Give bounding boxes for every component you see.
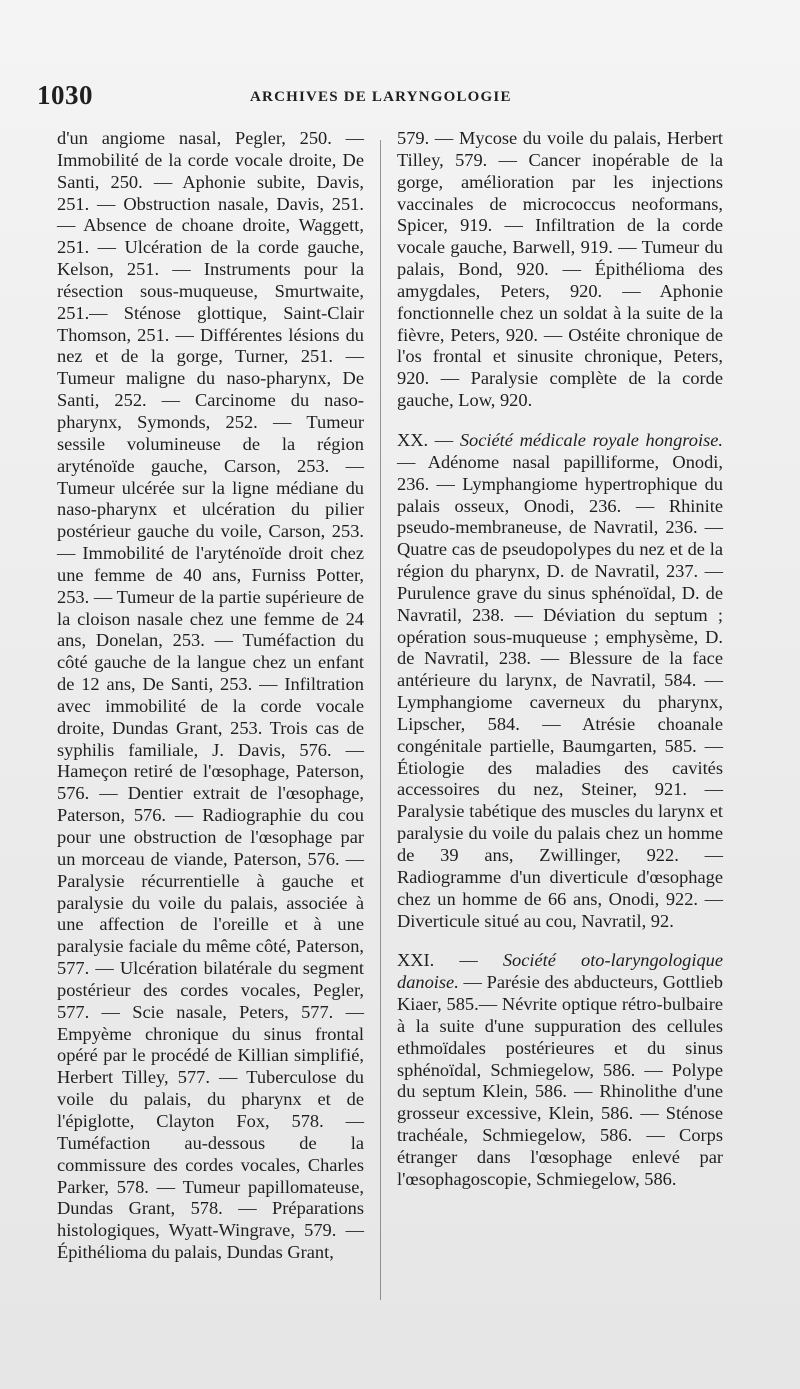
continuation-text: 579. — Mycose du voile du palais, Herbert Tilley, 579. — Cancer inopérable de la gorge, amélioration par les injections vaccinales de micrococcus neoformans, Spicer, 919. — Infiltration de la corde vocale gauche, Barwell, 919. — Tumeur du palais, Bond, 920. — Épithélioma des amygdales, Peters, 920. — Aphonie fonctionnelle chez un soldat à la suite de la fièvre, Peters, 920. — Ostéite chronique de l'os frontal et sinusite chronique, Peters, 920. — Paralysie complète de la corde gauche, Low, 920. [397,128,723,411]
section-xxi [397,950,723,1190]
section-xx-society: Société médicale royale hongroise. [459,429,723,450]
section-xx [397,430,723,932]
left-column [57,128,364,1264]
left-column-text: d'un angiome nasal, Pegler, 250. — Immobilité de la corde vocale droite, De Santi, 250. — Aphonie subite, Davis, 251. — Obstruction nasale, Davis, 251. — Absence de choane droite, Waggett, 251. — Ulcération de la corde gauche, Kelson, 251. — Instruments pour la résection sous-muqueuse, Smurtwaite, 251.— Sténose glottique, Saint-Clair Thomson, 251. — Différentes lésions du nez et de la gorge, Turner, 251. — Tumeur maligne du naso-pharynx, De Santi, 252. — Carcinome du naso-pharynx, Symonds, 252. — Tumeur sessile volumineuse de la région aryténoïde gauche, Carson, 253. — Tumeur ulcérée sur la ligne médiane du naso-pharynx et ulcération du pilier postérieur gauche du voile, Carson, 253. — Immobilité de l'aryténoïde droit chez une femme de 40 ans, Furniss Potter, 253. — Tumeur de la partie supérieure de la cloison nasale chez une femme de 24 ans, Donelan, 253. — Tuméfaction du côté gauche de la langue chez un enfant de 12 ans, De Santi, 253. — Infiltration avec immobilité de la corde vocale droite, Dundas Grant, 253. Trois cas de syphilis familiale, J. Davis, 576. — Hameçon retiré de l'œsophage, Paterson, 576. — Dentier extrait de l'œsophage, Paterson, 576. — Radiographie du cou pour une obstruction de l'œsophage par un morceau de viande, Paterson, 576. — Paralysie récurrentielle à gauche et paralysie du voile du palais, associée à une affection de l'oreille et à une paralysie faciale du même côté, Paterson, 577. — Ulcération bilatérale du segment postérieur des cordes vocales, Pegler, 577. — Scie nasale, Peters, 577. — Empyème chronique du sinus frontal opéré par le procédé de Killian simplifié, Herbert Tilley, 577. — Tuberculose du voile du palais, du pharynx et de l'épiglotte, Clayton Fox, 578. — Tuméfaction au-dessous de la commissure des cordes vocales, Charles Parker, 578. — Tumeur papillomateuse, Dundas Grant, 578. — Préparations histologiques, Wyatt-Wingrave, 579. — Épithélioma du palais, Dundas Grant, [57,128,364,1263]
section-xxi-society: Société oto-laryngologique danoise. [397,950,723,993]
section-gap [397,932,723,950]
section-xxi-numeral: XXI. — [397,950,503,971]
right-column [397,128,723,1191]
journal-title: ARCHIVES DE LARYNGOLOGIE [250,89,512,105]
section-xxi-text: — Parésie des abducteurs, Gottlieb Kiaer, 585.— Névrite optique rétro-bulbaire à la suite d'une suppuration des cellules ethmoïdales postérieures et du sinus sphénoïdal, Schmiegelow, 586. — Polype du septum Klein, 586. — Rhinolithe d'une grosseur excessive, Klein, 586. — Sténose trachéale, Schmiegelow, 586. — Corps étranger dans l'œsophage enlevé par l'œsophagoscopie, Schmiegelow, 586. [397,972,723,1189]
section-xx-numeral: XX. — [397,429,460,450]
section-xx-text: — Adénome nasal papilliforme, Onodi, 236. — Lymphangiome hypertrophique du palais osseux, Onodi, 236. — Rhinite pseudo-membraneuse, de Navratil, 236. — Quatre cas de pseudopolypes du nez et de la région du pharynx, D. de Navratil, 237. — Purulence grave du sinus sphénoïdal, D. de Navratil, 238. — Déviation du septum ; opération sous-muqueuse ; emphysème, D. de Navratil, 238. — Blessure de la face antérieure du larynx, de Navratil, 584. — Lymphangiome caverneux du pharynx, Lipscher, 584. — Atrésie choanale congénitale partielle, Baumgarten, 585. — Étiologie des maladies des cavités accessoires du nez, Steiner, 921. — Paralysie tabétique des muscles du larynx et paralysie du voile du palais chez un homme de 39 ans, Zwillinger, 922. — Radiogramme d'un diverticule d'œsophage chez un homme de 66 ans, Onodi, 922. — Diverticule situé au cou, Navratil, 92. [397,451,723,931]
column-divider [380,140,381,1300]
running-header [0,80,800,110]
page-number: 1030 [37,80,93,110]
section-gap [397,412,723,430]
